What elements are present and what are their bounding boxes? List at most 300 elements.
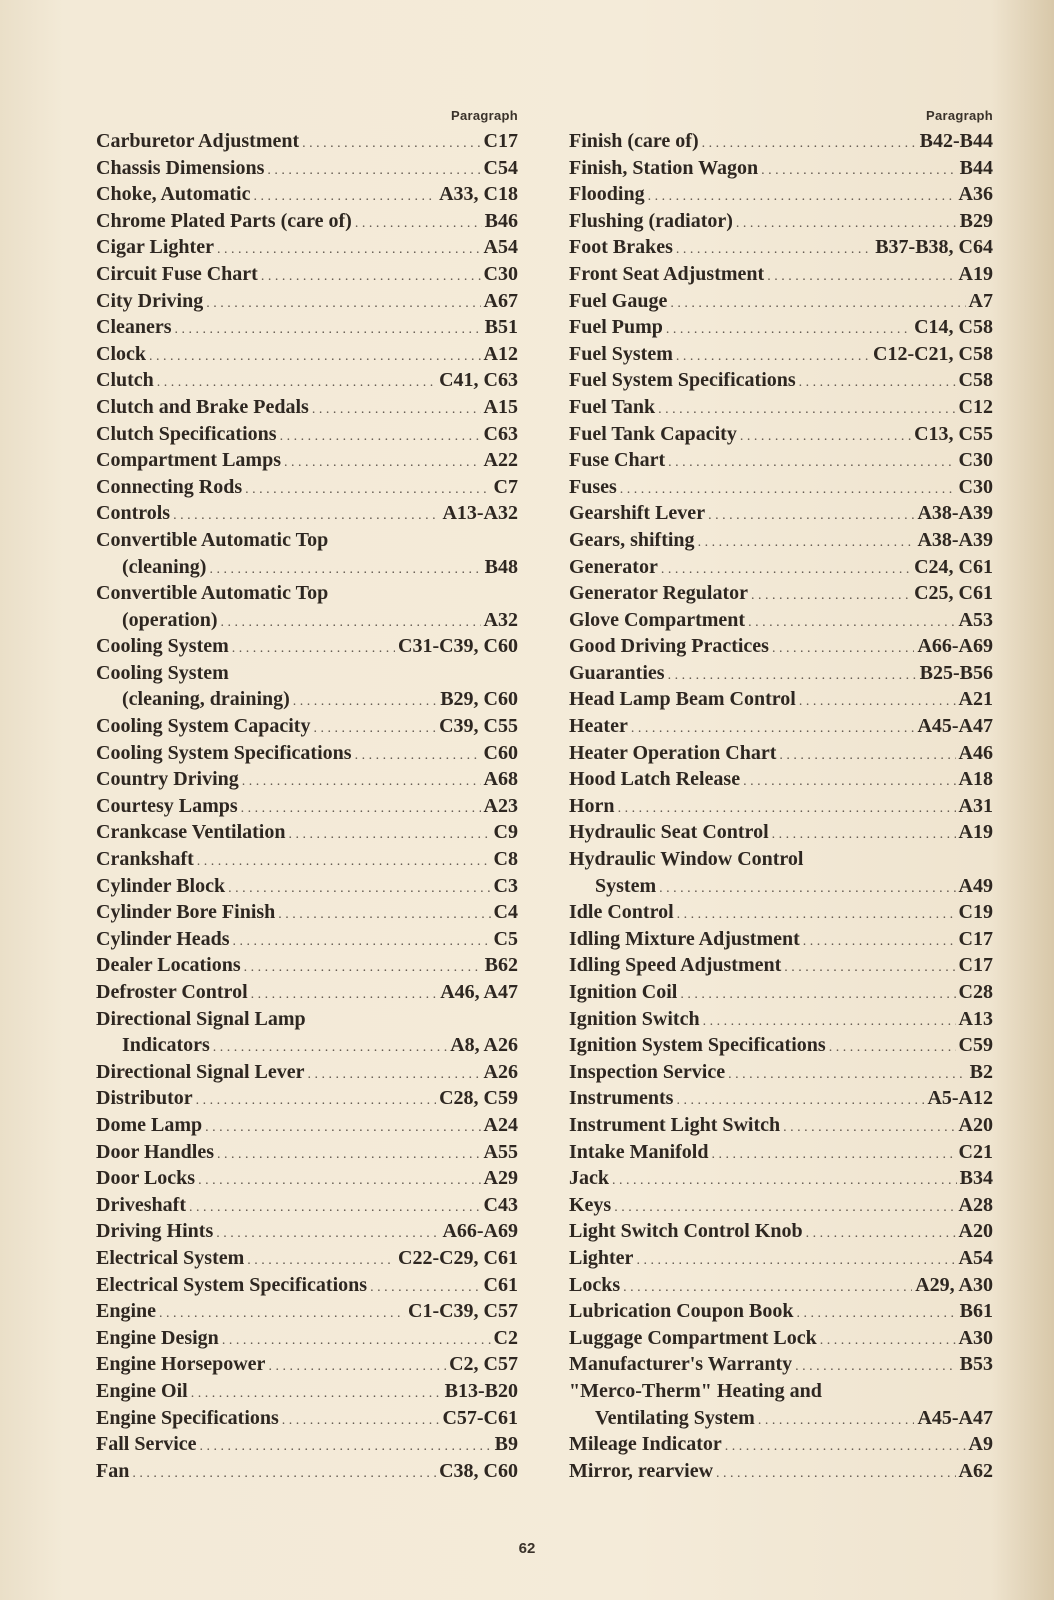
index-entry-term: Fuel Gauge <box>569 289 668 312</box>
index-entry-term: Courtesy Lamps <box>96 794 238 817</box>
index-entry-term: Instruments <box>569 1087 674 1110</box>
index-entry <box>96 234 518 261</box>
index-entry-term: Hydraulic Window Control <box>569 848 804 871</box>
index-entry <box>569 261 993 288</box>
index-entry-term: Ignition System Specifications <box>569 1034 826 1057</box>
dot-leader <box>302 128 480 155</box>
index-entry <box>569 1245 993 1272</box>
index-entry <box>569 926 993 953</box>
index-entry-paragraph-ref: A46, A47 <box>440 981 518 1003</box>
index-entry <box>569 1112 993 1139</box>
index-entry-term: Crankcase Ventilation <box>96 821 286 844</box>
index-entry-paragraph-ref: A29, A30 <box>915 1273 993 1296</box>
index-entry-term: Clock <box>96 342 146 365</box>
index-entry-term: Door Locks <box>96 1167 196 1190</box>
index-entry-term: Intake Manifold <box>569 1140 709 1163</box>
dot-leader <box>247 1245 395 1272</box>
dot-leader <box>799 686 956 713</box>
index-entry <box>96 1431 518 1458</box>
index-entry-term: Cigar Lighter <box>96 236 214 259</box>
index-entry <box>569 873 993 900</box>
index-entry-term: Fall Service <box>96 1433 197 1456</box>
index-entry-term: City Driving <box>96 289 204 312</box>
index-entry-term: Finish (care of) <box>569 130 699 152</box>
dot-leader <box>736 208 957 235</box>
index-entry <box>96 474 518 501</box>
index-entry-term: Inspection Service <box>569 1060 726 1083</box>
index-entry-term: Cooling System <box>96 661 229 684</box>
dot-leader <box>222 1325 491 1352</box>
index-entry <box>96 1458 518 1485</box>
index-entry <box>569 1458 993 1485</box>
index-entry-term: Dome Lamp <box>96 1113 203 1136</box>
index-entry-paragraph-ref: B25-B56 <box>919 661 993 684</box>
dot-leader <box>829 1032 956 1059</box>
index-entry-paragraph-ref: A15 <box>483 395 518 418</box>
index-entry <box>569 394 993 421</box>
index-entry-term: Distributor <box>96 1087 193 1110</box>
index-entry-paragraph-ref: C54 <box>483 156 518 179</box>
index-entry-term: Gearshift Lever <box>569 502 706 525</box>
index-entry-paragraph-ref: B51 <box>484 316 518 339</box>
dot-leader <box>221 607 481 634</box>
index-entry <box>96 155 518 182</box>
dot-leader <box>631 713 915 740</box>
dot-leader <box>618 793 956 820</box>
index-entry-paragraph-ref: B37-B38, C64 <box>875 236 993 259</box>
dot-leader <box>751 580 911 607</box>
dot-leader <box>213 1032 447 1059</box>
index-entry-term: Indicators <box>122 1034 210 1057</box>
index-entry <box>96 766 518 793</box>
index-entry-term: Crankshaft <box>96 848 194 871</box>
index-entry-paragraph-ref: B44 <box>959 156 993 179</box>
index-entry-paragraph-ref: A67 <box>483 289 518 312</box>
dot-leader <box>725 1431 966 1458</box>
index-entry-term: Fuel System Specifications <box>569 369 796 392</box>
index-entry-term: "Merco-Therm" Heating and <box>569 1379 822 1402</box>
dot-leader <box>806 1218 956 1245</box>
index-entry-term: Driveshaft <box>96 1193 186 1216</box>
index-entry <box>96 1405 518 1432</box>
dot-leader <box>758 1405 915 1432</box>
column-header-paragraph: Paragraph <box>925 108 993 123</box>
index-entry-term: Glove Compartment <box>569 608 746 631</box>
dot-leader <box>132 1458 436 1485</box>
index-entry <box>569 1431 993 1458</box>
dot-leader <box>284 447 481 474</box>
index-entry <box>96 686 518 713</box>
index-entry <box>569 1272 993 1299</box>
index-entry <box>569 234 993 261</box>
index-entry-paragraph-ref: C59 <box>958 1034 993 1057</box>
dot-leader <box>767 261 955 288</box>
index-entry-paragraph-ref: A66-A69 <box>442 1220 518 1243</box>
index-entry-paragraph-ref: A18 <box>958 768 993 791</box>
dot-leader <box>175 314 482 341</box>
index-entry-term: Compartment Lamps <box>96 449 281 472</box>
index-entry-term: Keys <box>569 1193 612 1216</box>
index-entry-paragraph-ref: A46 <box>958 741 993 764</box>
dot-leader <box>743 766 955 793</box>
dot-leader <box>267 155 480 182</box>
dot-leader <box>293 686 437 713</box>
index-entry-term: Mileage Indicator <box>569 1433 722 1456</box>
dot-leader <box>159 1298 405 1325</box>
index-entry <box>96 1112 518 1139</box>
dot-leader <box>198 1165 480 1192</box>
index-entry-term: (cleaning, draining) <box>122 688 290 711</box>
dot-leader <box>648 181 956 208</box>
index-entry-paragraph-ref: C21 <box>958 1140 993 1163</box>
index-entry <box>569 500 993 527</box>
index-entry <box>96 554 518 581</box>
dot-leader <box>251 979 438 1006</box>
index-entry <box>569 713 993 740</box>
index-entry-term: Ignition Switch <box>569 1007 700 1030</box>
index-entry-term: Horn <box>569 794 615 817</box>
index-entry <box>569 447 993 474</box>
index-entry <box>569 979 993 1006</box>
index-entry <box>96 367 518 394</box>
index-entry <box>96 846 518 873</box>
index-entry-paragraph-ref: C9 <box>493 821 518 844</box>
index-entry <box>96 261 518 288</box>
index-entry-term: Fan <box>96 1459 130 1482</box>
index-entry-paragraph-ref: A23 <box>483 794 518 817</box>
index-entry-paragraph-ref: B34 <box>959 1167 993 1190</box>
index-entry-term: Cylinder Bore Finish <box>96 901 276 924</box>
index-entry-term: Idle Control <box>569 901 674 924</box>
index-entry-term: (cleaning) <box>122 555 207 578</box>
index-entry-term: Ignition Coil <box>569 981 678 1003</box>
index-entry-paragraph-ref: C22-C29, C61 <box>398 1246 518 1269</box>
dot-leader <box>217 1139 481 1166</box>
index-entry-paragraph-ref: C60 <box>483 741 518 764</box>
index-entry <box>96 793 518 820</box>
dot-leader <box>244 952 482 979</box>
index-entry-paragraph-ref: A19 <box>958 262 993 285</box>
index-entry-paragraph-ref: C31-C39, C60 <box>398 635 518 658</box>
dot-leader <box>670 288 965 315</box>
index-list-right <box>569 128 993 1484</box>
index-entry-paragraph-ref: C13, C55 <box>914 422 993 445</box>
index-entry-paragraph-ref: C1-C39, C57 <box>408 1300 518 1323</box>
index-entry-paragraph-ref: A9 <box>968 1433 993 1456</box>
column-header-paragraph: Paragraph <box>450 108 518 123</box>
index-entry <box>96 1192 518 1219</box>
index-entry-paragraph-ref: C58 <box>958 369 993 392</box>
index-entry-paragraph-ref: C25, C61 <box>914 582 993 605</box>
dot-leader <box>668 447 955 474</box>
dot-leader <box>149 341 481 368</box>
index-entry-term: Dealer Locations <box>96 954 241 977</box>
index-entry-term: Flooding <box>569 183 645 206</box>
index-entry <box>96 660 518 687</box>
dot-leader <box>772 633 914 660</box>
dot-leader <box>197 846 491 873</box>
index-entry <box>96 580 518 607</box>
index-entry <box>96 1139 518 1166</box>
index-entry <box>569 128 993 155</box>
index-entry-paragraph-ref: B61 <box>959 1300 993 1323</box>
index-entry-paragraph-ref: B48 <box>484 555 518 578</box>
index-entry <box>569 740 993 767</box>
index-entry <box>569 1351 993 1378</box>
index-entry <box>96 952 518 979</box>
dot-leader <box>308 1059 481 1086</box>
dot-leader <box>676 341 870 368</box>
index-entry-term: Defroster Control <box>96 981 248 1003</box>
index-entry-term: Choke, Automatic <box>96 183 251 206</box>
index-entry-term: Gears, shifting <box>569 528 695 551</box>
dot-leader <box>612 1165 957 1192</box>
dot-leader <box>803 926 956 953</box>
index-entry-paragraph-ref: C61 <box>483 1273 518 1296</box>
index-entry-term: Directional Signal Lever <box>96 1060 305 1083</box>
index-entry-paragraph-ref: B29, C60 <box>440 688 518 711</box>
dot-leader <box>355 208 482 235</box>
dot-leader <box>228 873 490 900</box>
dot-leader <box>355 740 481 767</box>
index-entry-paragraph-ref: A29 <box>483 1167 518 1190</box>
index-entry-paragraph-ref: C28, C59 <box>439 1087 518 1110</box>
dot-leader <box>280 421 481 448</box>
dot-leader <box>659 873 955 900</box>
index-entry-paragraph-ref: C12-C21, C58 <box>873 342 993 365</box>
index-entry <box>96 1032 518 1059</box>
index-entry <box>96 421 518 448</box>
index-entry-term: Engine Oil <box>96 1379 188 1402</box>
index-entry <box>96 1006 518 1033</box>
index-entry-term: Luggage Compartment Lock <box>569 1326 817 1349</box>
index-entry-paragraph-ref: A30 <box>958 1326 993 1349</box>
index-entry-term: Country Driving <box>96 768 239 791</box>
index-entry <box>569 1059 993 1086</box>
index-entry-term: Flushing (radiator) <box>569 209 733 232</box>
index-entry-paragraph-ref: A66-A69 <box>917 635 993 658</box>
index-entry-paragraph-ref: C7 <box>493 475 518 498</box>
index-entry <box>569 846 993 873</box>
index-entry <box>96 713 518 740</box>
index-entry-term: Convertible Automatic Top <box>96 528 329 551</box>
index-entry <box>569 660 993 687</box>
index-entry-term: Electrical System <box>96 1246 245 1269</box>
index-entry-paragraph-ref: B13-B20 <box>444 1379 518 1402</box>
index-entry <box>569 527 993 554</box>
dot-leader <box>658 394 955 421</box>
index-entry-term: Fuel System <box>569 342 673 365</box>
dot-leader <box>703 1006 956 1033</box>
index-entry-term: Directional Signal Lamp <box>96 1007 306 1030</box>
index-entry-term: Head Lamp Beam Control <box>569 688 796 711</box>
index-entry <box>96 208 518 235</box>
dot-leader <box>772 819 956 846</box>
index-entry-term: Fuel Tank Capacity <box>569 422 737 445</box>
index-entry-term: System <box>595 874 657 897</box>
dot-leader <box>253 181 436 208</box>
dot-leader <box>748 607 955 634</box>
index-entry-paragraph-ref: A19 <box>958 821 993 844</box>
index-entry <box>96 1218 518 1245</box>
dot-leader <box>245 474 490 501</box>
index-entry-paragraph-ref: A7 <box>968 289 993 312</box>
dot-leader <box>636 1245 955 1272</box>
index-entry <box>569 1298 993 1325</box>
index-entry-paragraph-ref: A26 <box>483 1060 518 1083</box>
index-entry-paragraph-ref: A45-A47 <box>917 715 993 738</box>
index-entry <box>96 1085 518 1112</box>
index-entry <box>569 633 993 660</box>
dot-leader <box>614 1192 955 1219</box>
index-entry-paragraph-ref: B9 <box>494 1433 518 1456</box>
index-entry-paragraph-ref: A62 <box>958 1459 993 1482</box>
dot-leader <box>702 128 917 155</box>
index-entry-paragraph-ref: A28 <box>958 1193 993 1216</box>
index-entry-paragraph-ref: A49 <box>958 874 993 897</box>
index-entry <box>96 740 518 767</box>
index-entry-term: Fuse Chart <box>569 449 666 472</box>
index-entry-paragraph-ref: A5-A12 <box>927 1087 993 1110</box>
dot-leader <box>708 500 914 527</box>
dot-leader <box>209 554 481 581</box>
index-entry-paragraph-ref: A33, C18 <box>439 183 518 206</box>
index-entry-paragraph-ref: A38-A39 <box>917 502 993 525</box>
dot-leader <box>370 1272 480 1299</box>
dot-leader <box>623 1272 912 1299</box>
index-entry <box>96 314 518 341</box>
index-entry-term: Engine Specifications <box>96 1406 279 1429</box>
index-entry <box>96 447 518 474</box>
index-entry-paragraph-ref: A54 <box>483 236 518 259</box>
index-entry-paragraph-ref: C2 <box>493 1326 518 1349</box>
index-entry <box>96 819 518 846</box>
index-entry-term: Finish, Station Wagon <box>569 156 759 179</box>
index-entry-paragraph-ref: C30 <box>958 449 993 472</box>
index-entry <box>569 341 993 368</box>
index-entry <box>96 394 518 421</box>
index-entry-term: Cooling System Capacity <box>96 715 311 738</box>
index-entry-paragraph-ref: B53 <box>959 1353 993 1376</box>
index-entry-paragraph-ref: A12 <box>483 342 518 365</box>
index-entry-paragraph-ref: C38, C60 <box>439 1459 518 1482</box>
dot-leader <box>716 1458 956 1485</box>
index-entry-term: Heater <box>569 715 628 738</box>
index-column-right <box>569 104 993 1484</box>
dot-leader <box>711 1139 955 1166</box>
index-entry-term: Engine Horsepower <box>96 1353 266 1376</box>
dot-leader <box>206 288 480 315</box>
index-entry-term: Controls <box>96 502 171 525</box>
index-entry-paragraph-ref: C17 <box>483 130 518 152</box>
index-entry-term: Heater Operation Chart <box>569 741 777 764</box>
index-entry-paragraph-ref: A20 <box>958 1113 993 1136</box>
index-entry <box>569 766 993 793</box>
index-entry <box>569 1192 993 1219</box>
index-entry <box>96 1059 518 1086</box>
dot-leader <box>232 633 395 660</box>
index-entry <box>569 314 993 341</box>
index-list-left <box>96 128 518 1484</box>
index-entry-term: Engine Design <box>96 1326 219 1349</box>
index-entry-term: Hydraulic Seat Control <box>569 821 769 844</box>
index-entry <box>569 155 993 182</box>
index-entry-paragraph-ref: C14, C58 <box>914 316 993 339</box>
index-entry-term: Foot Brakes <box>569 236 673 259</box>
index-entry-paragraph-ref: C3 <box>493 874 518 897</box>
index-entry-term: Connecting Rods <box>96 475 243 498</box>
dot-leader <box>761 155 957 182</box>
index-entry-paragraph-ref: C24, C61 <box>914 555 993 578</box>
index-entry-paragraph-ref: C17 <box>958 954 993 977</box>
index-entry <box>569 554 993 581</box>
index-entry-term: Guaranties <box>569 661 665 684</box>
dot-leader <box>200 1431 492 1458</box>
index-entry-term: Fuel Pump <box>569 316 663 339</box>
dot-leader <box>728 1059 967 1086</box>
index-entry <box>96 1351 518 1378</box>
index-entry <box>96 181 518 208</box>
index-entry <box>569 1165 993 1192</box>
index-entry <box>96 1378 518 1405</box>
index-entry <box>96 873 518 900</box>
index-entry <box>569 1405 993 1432</box>
index-entry-paragraph-ref: B2 <box>969 1060 993 1083</box>
index-entry-term: Clutch <box>96 369 154 392</box>
index-entry-paragraph-ref: C8 <box>493 848 518 871</box>
index-entry-paragraph-ref: C30 <box>958 475 993 498</box>
index-column-left <box>96 104 518 1484</box>
index-entry-term: Idling Mixture Adjustment <box>569 927 800 950</box>
dot-leader <box>196 1085 436 1112</box>
index-entry-paragraph-ref: A13-A32 <box>442 502 518 525</box>
index-entry-term: Front Seat Adjustment <box>569 262 765 285</box>
index-entry-term: Driving Hints <box>96 1220 214 1243</box>
index-entry-paragraph-ref: A31 <box>958 794 993 817</box>
index-entry-paragraph-ref: A45-A47 <box>917 1406 993 1429</box>
index-entry <box>96 633 518 660</box>
dot-leader <box>668 660 917 687</box>
page-number: 62 <box>518 1540 536 1557</box>
index-entry <box>569 288 993 315</box>
index-entry <box>96 288 518 315</box>
index-entry <box>96 527 518 554</box>
dot-leader <box>620 474 956 501</box>
index-entry-term: Clutch Specifications <box>96 422 277 445</box>
index-entry-term: Electrical System Specifications <box>96 1273 368 1296</box>
dot-leader <box>661 554 911 581</box>
index-entry <box>96 607 518 634</box>
dot-leader <box>784 952 955 979</box>
index-entry-term: Idling Speed Adjustment <box>569 954 782 977</box>
dot-leader <box>157 367 436 394</box>
index-entry-term: Good Driving Practices <box>569 635 769 658</box>
index-entry-term: Cooling System Specifications <box>96 741 352 764</box>
index-entry-term: Cooling System <box>96 635 229 658</box>
index-entry-paragraph-ref: B29 <box>959 209 993 232</box>
dot-leader <box>740 421 911 448</box>
index-entry <box>569 421 993 448</box>
index-entry-paragraph-ref: A20 <box>958 1220 993 1243</box>
dot-leader <box>677 899 956 926</box>
index-entry-paragraph-ref: A8, A26 <box>450 1034 518 1057</box>
index-entry-paragraph-ref: B46 <box>484 209 518 232</box>
index-entry <box>569 793 993 820</box>
index-entry-term: Generator <box>569 555 658 578</box>
index-entry <box>96 128 518 155</box>
index-entry-term: Convertible Automatic Top <box>96 582 329 605</box>
dot-leader <box>241 793 481 820</box>
